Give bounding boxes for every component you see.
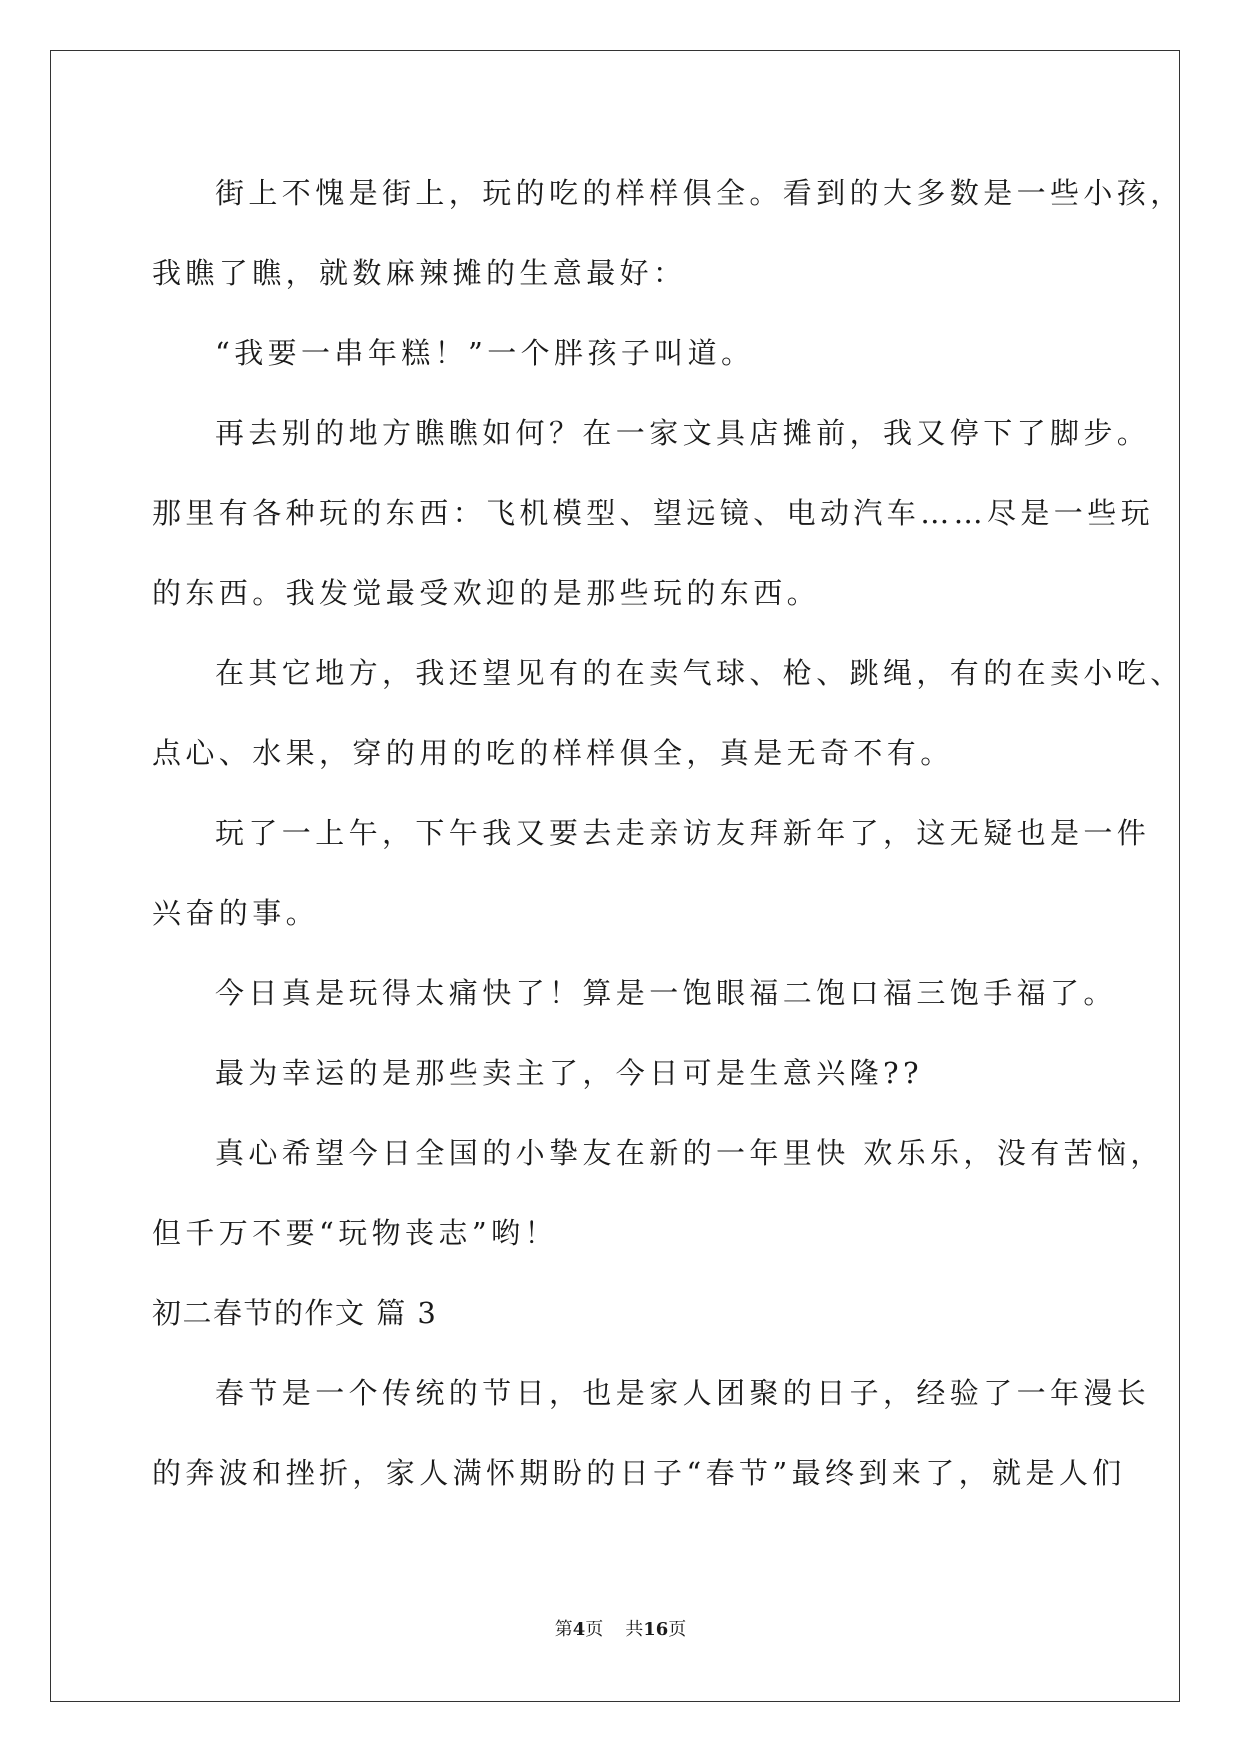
paragraph-line: 的奔波和挫折，家人满怀期盼的日子“春节”最终到来了，就是人们 (152, 1456, 1126, 1490)
section-heading: 初二春节的作文 篇 3 (152, 1296, 438, 1330)
paragraph-line: 今日真是玩得太痛快了！算是一饱眼福二饱口福三饱手福了。 (215, 976, 1117, 1010)
paragraph-line: 再去别的地方瞧瞧如何？在一家文具店摊前，我又停下了脚步。 (215, 416, 1151, 450)
paragraph-line: 但千万不要“玩物丧志”哟！ (152, 1216, 558, 1250)
total-prefix: 共 (625, 1619, 644, 1640)
page-footer (0, 1615, 1241, 1641)
paragraph-line: “我要一串年糕！”一个胖孩子叫道。 (215, 336, 755, 370)
paragraph-line: 兴奋的事。 (152, 896, 320, 930)
page-number: 4 (572, 1619, 586, 1640)
total-suffix: 页 (668, 1619, 687, 1640)
paragraph-line: 点心、水果，穿的用的吃的样样俱全，真是无奇不有。 (152, 736, 954, 770)
paragraph-line: 街上不愧是街上，玩的吃的样样俱全。看到的大多数是一些小孩， (215, 176, 1184, 210)
paragraph-line: 那里有各种玩的东西：飞机模型、望远镜、电动汽车……尽是一些玩 (152, 496, 1155, 530)
paragraph-line: 春节是一个传统的节日，也是家人团聚的日子，经验了一年漫长 (215, 1376, 1151, 1410)
page-prefix: 第 (554, 1619, 573, 1640)
paragraph-line: 最为幸运的是那些卖主了，今日可是生意兴隆?? (215, 1056, 923, 1090)
paragraph-line: 玩了一上午，下午我又要去走亲访友拜新年了，这无疑也是一件 (215, 816, 1151, 850)
page-suffix: 页 (585, 1619, 604, 1640)
paragraph-line: 我瞧了瞧，就数麻辣摊的生意最好： (152, 256, 687, 290)
paragraph-line: 在其它地方，我还望见有的在卖气球、枪、跳绳，有的在卖小吃、 (215, 656, 1184, 690)
paragraph-line: 真心希望今日全国的小挚友在新的一年里快 欢乐乐，没有苦恼， (215, 1136, 1164, 1170)
paragraph-line: 的东西。我发觉最受欢迎的是那些玩的东西。 (152, 576, 821, 610)
total-pages: 16 (643, 1619, 669, 1640)
